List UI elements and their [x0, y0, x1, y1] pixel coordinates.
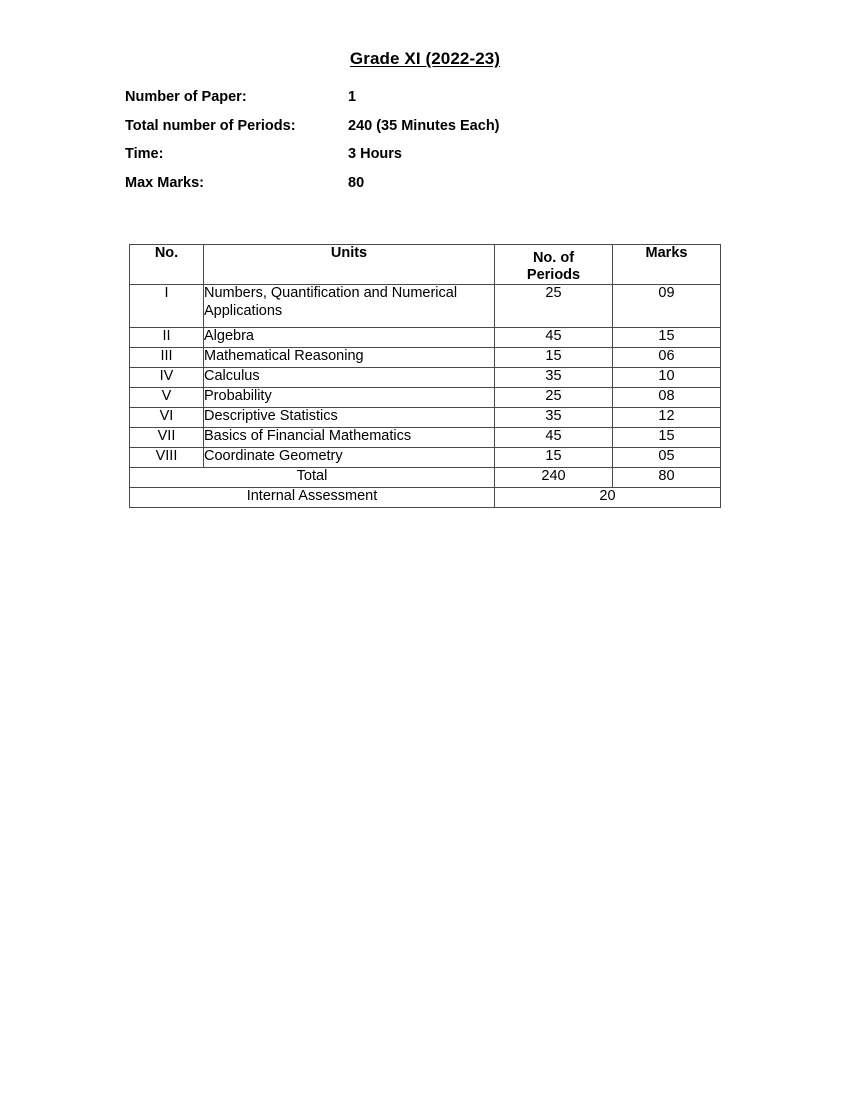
cell-periods: 15 [495, 448, 613, 468]
meta-row-total-periods [125, 118, 725, 147]
table-body [130, 285, 721, 508]
meta-label-total-periods: Total number of Periods: [125, 117, 296, 134]
cell-periods: 25 [495, 285, 613, 328]
column-header-periods-line2: Periods [526, 267, 581, 284]
cell-marks: 08 [613, 388, 721, 408]
column-header-units: Units [204, 245, 495, 285]
cell-unit-no: III [130, 348, 204, 368]
page-title [0, 49, 850, 69]
cell-periods: 25 [495, 388, 613, 408]
cell-total-periods: 240 [495, 468, 613, 488]
cell-unit-name: Probability [204, 388, 495, 408]
cell-unit-no: VIII [130, 448, 204, 468]
meta-value-number-of-paper: 1 [348, 89, 357, 105]
cell-unit-no: I [130, 285, 204, 328]
cell-periods: 15 [495, 348, 613, 368]
cell-unit-name: Numbers, Quantification and Numerical Applications [204, 285, 495, 328]
cell-total-label: Total [130, 468, 495, 488]
cell-unit-name: Coordinate Geometry [204, 448, 495, 468]
cell-unit-no: VII [130, 428, 204, 448]
table-row [130, 408, 721, 428]
cell-marks: 06 [613, 348, 721, 368]
cell-unit-no: VI [130, 408, 204, 428]
meta-row-time [125, 146, 725, 175]
meta-label-number-of-paper: Number of Paper: [125, 89, 247, 105]
column-header-periods-line1: No. of [532, 250, 575, 266]
cell-unit-no: IV [130, 368, 204, 388]
table-row [130, 448, 721, 468]
cell-internal-assessment-value: 20 [495, 488, 721, 508]
cell-marks: 09 [613, 285, 721, 328]
cell-periods: 45 [495, 328, 613, 348]
cell-unit-name: Calculus [204, 368, 495, 388]
course-structure-table-wrapper [129, 244, 720, 508]
meta-label-time: Time: [125, 146, 164, 162]
column-header-periods [495, 245, 613, 285]
page-title-text: Grade XI (2022-23) [349, 49, 501, 68]
table-row-internal-assessment [130, 488, 721, 508]
cell-marks: 10 [613, 368, 721, 388]
meta-row-number-of-paper [125, 89, 725, 118]
column-header-marks: Marks [613, 245, 721, 285]
cell-unit-no: II [130, 328, 204, 348]
cell-periods: 35 [495, 368, 613, 388]
cell-marks: 12 [613, 408, 721, 428]
cell-periods: 35 [495, 408, 613, 428]
table-row [130, 328, 721, 348]
cell-unit-name: Descriptive Statistics [204, 408, 495, 428]
meta-value-time: 3 Hours [348, 146, 402, 162]
cell-unit-no: V [130, 388, 204, 408]
meta-row-max-marks [125, 175, 725, 204]
cell-periods: 45 [495, 428, 613, 448]
course-structure-table [129, 244, 721, 508]
cell-unit-name: Algebra [204, 328, 495, 348]
exam-meta-block [125, 89, 725, 203]
cell-marks: 05 [613, 448, 721, 468]
meta-label-max-marks: Max Marks: [125, 174, 204, 191]
table-row [130, 285, 721, 328]
table-row [130, 368, 721, 388]
cell-internal-assessment-label: Internal Assessment [130, 488, 495, 508]
cell-marks: 15 [613, 328, 721, 348]
column-header-no: No. [130, 245, 204, 285]
meta-value-total-periods: 240 (35 Minutes Each) [348, 117, 500, 134]
table-row [130, 428, 721, 448]
table-row [130, 348, 721, 368]
table-header [130, 245, 721, 285]
cell-unit-name: Basics of Financial Mathematics [204, 428, 495, 448]
cell-marks: 15 [613, 428, 721, 448]
cell-unit-name: Mathematical Reasoning [204, 348, 495, 368]
table-row [130, 388, 721, 408]
table-row-total [130, 468, 721, 488]
meta-value-max-marks: 80 [348, 174, 365, 191]
cell-total-marks: 80 [613, 468, 721, 488]
table-header-row [130, 245, 721, 285]
